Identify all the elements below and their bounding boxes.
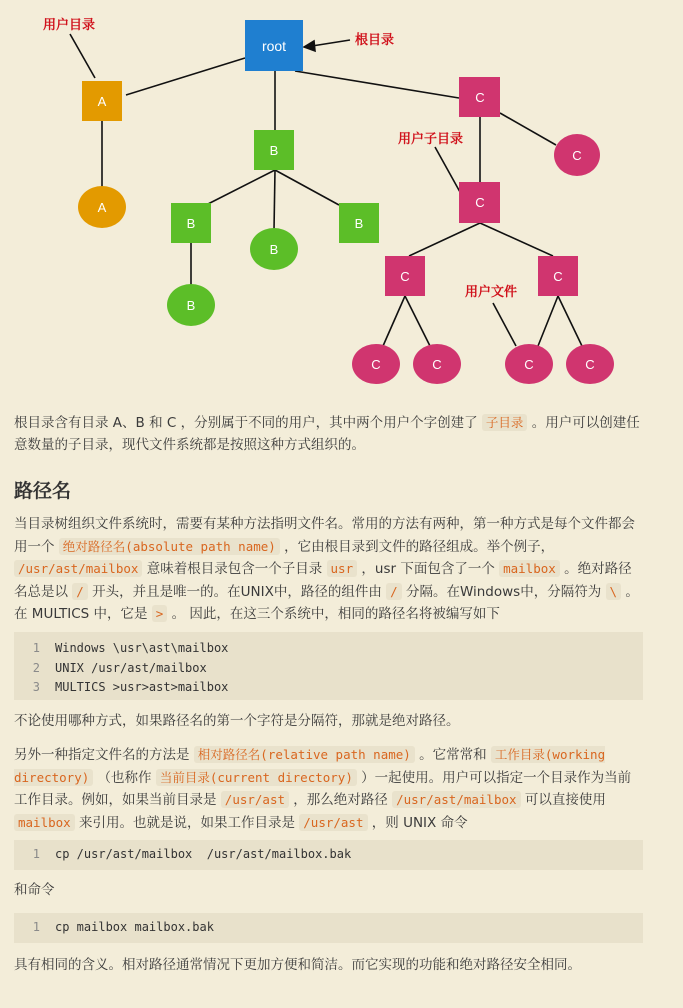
inline-code: /usr/ast xyxy=(221,791,289,808)
inline-code: 子目录 xyxy=(482,414,528,431)
svg-text:B: B xyxy=(354,216,364,231)
svg-text:A: A xyxy=(97,200,107,215)
subdir-c-left-node xyxy=(385,256,425,296)
inline-code: mailbox xyxy=(499,560,560,577)
file-b-bottom-node xyxy=(167,284,215,326)
intro-paragraph: 根目录含有目录 A、B 和 C ，分别属于不同的用户，其中两个用户个字创建了 子目录 。用户可以创建任意数量的子目录，现代文件系统都是按照这种方式组织的。 xyxy=(14,415,640,453)
root-node-label: root xyxy=(261,38,287,54)
directory-tree-diagram xyxy=(0,0,683,400)
section-heading: 路径名 xyxy=(14,480,72,502)
inline-code: / xyxy=(72,583,88,600)
inline-code: / xyxy=(386,583,402,600)
svg-text:C: C xyxy=(432,357,442,372)
subdir-c-node xyxy=(459,182,500,223)
file-b-middle-node xyxy=(250,228,298,270)
subdir-c-right-node xyxy=(538,256,578,296)
and-command-paragraph: 和命令 xyxy=(14,882,55,898)
user-subdir-label: 用户子目录 xyxy=(398,132,464,147)
inline-code: 相对路径名(relative path name) xyxy=(194,746,415,763)
file-c-top-node xyxy=(554,134,600,176)
svg-text:C: C xyxy=(585,357,595,372)
svg-text:B: B xyxy=(186,298,196,313)
relative-path-paragraph: 另外一种指定文件名的方法是 相对路径名(relative path name) 。它常常和 工作目录(working directory) （也称作 当前目录(current directory) ）一起使用。用户可以指定一个目录作为当前工作目录。例如，如果当前目录是 /usr/ast ，那么绝对路径 /usr/ast/mailbox 可以直接使用 mailbox 来引用。也就是说，如果工作目录是 /usr/ast ，则 UNIX 命令 xyxy=(14,747,632,831)
code-line: 3 MULTICS >usr>ast>mailbox xyxy=(32,680,229,694)
dir-a-node xyxy=(82,81,122,121)
inline-code: /usr/ast xyxy=(299,814,367,831)
code-line: 1 cp mailbox mailbox.bak xyxy=(32,920,214,934)
svg-text:C: C xyxy=(475,90,485,105)
code-block-paths xyxy=(14,632,643,700)
root-dir-label: 根目录 xyxy=(355,33,395,48)
code-line: 1 cp /usr/ast/mailbox /usr/ast/mailbox.bak xyxy=(32,847,352,861)
user-dir-label: 用户目录 xyxy=(43,18,96,33)
svg-text:C: C xyxy=(400,269,410,284)
file-c-1-node xyxy=(352,344,400,384)
code-block-cp-absolute xyxy=(14,840,643,870)
svg-text:C: C xyxy=(475,195,485,210)
user-file-label: 用户文件 xyxy=(465,285,518,300)
root-node xyxy=(245,20,303,71)
conclusion-paragraph: 具有相同的含义。相对路径通常情况下更加方便和简洁。而它实现的功能和绝对路径安全相同。 xyxy=(14,957,581,973)
subdir-b-left-node xyxy=(171,203,211,243)
inline-code: 当前目录(current directory) xyxy=(156,769,357,786)
inline-code: /usr/ast/mailbox xyxy=(14,560,142,577)
svg-text:A: A xyxy=(97,94,107,109)
inline-code: mailbox xyxy=(14,814,75,831)
svg-text:B: B xyxy=(269,143,279,158)
root-pointer-arrow xyxy=(304,40,350,51)
dir-b-node xyxy=(254,130,294,170)
file-c-2-node xyxy=(413,344,461,384)
inline-code: usr xyxy=(327,560,358,577)
inline-code: 绝对路径名(absolute path name) xyxy=(59,538,280,555)
inline-code: /usr/ast/mailbox xyxy=(392,791,520,808)
dir-c-node xyxy=(459,77,500,117)
svg-text:C: C xyxy=(524,357,534,372)
svg-text:C: C xyxy=(371,357,381,372)
svg-text:B: B xyxy=(269,242,279,257)
inline-code: > xyxy=(152,605,168,622)
code-line: 1 Windows \usr\ast\mailbox xyxy=(32,641,229,655)
subdir-b-right-node xyxy=(339,203,379,243)
code-block-cp-relative xyxy=(14,913,643,943)
svg-text:C: C xyxy=(572,148,582,163)
code-line: 2 UNIX /usr/ast/mailbox xyxy=(32,660,207,675)
file-a-node xyxy=(78,186,126,228)
separator-note-paragraph: 不论使用哪种方式，如果路径名的第一个字符是分隔符，那就是绝对路径。 xyxy=(14,713,460,729)
svg-text:B: B xyxy=(186,216,196,231)
inline-code: 工作目录(working directory) xyxy=(14,747,606,785)
svg-text:C: C xyxy=(553,269,563,284)
file-c-4-node xyxy=(566,344,614,384)
inline-code: \ xyxy=(606,583,622,600)
file-c-3-node xyxy=(505,344,553,384)
absolute-path-paragraph: 当目录树组织文件系统时，需要有某种方法指明文件名。常用的方法有两种，第一种方式是每个文件都会用一个 绝对路径名(absolute path name) ，它由根目录到文件的路径组成。举个例子， /usr/ast/mailbox 意味着根目录包含一个子目录 usr ，usr 下面包含了一个 mailbox 。绝对路径名总是以 / 开头，并且是唯一的。在UNIX中，路径的组件由 / 分隔。在Windows中，分隔符为 \ 。 在 MULTICS 中，它是 > 。 因此，在这三个系统中，相同的路径名将被编写如下 xyxy=(14,516,639,622)
